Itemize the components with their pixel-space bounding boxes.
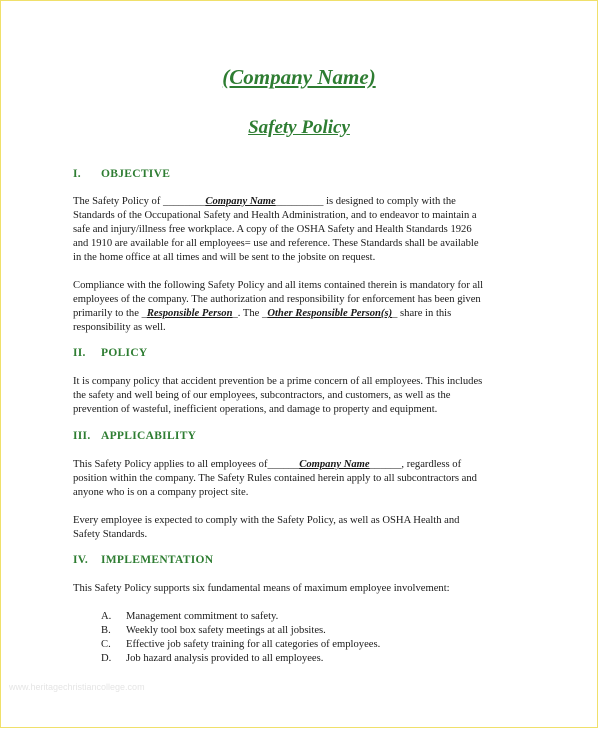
section-title: IMPLEMENTATION (101, 554, 214, 566)
list-letter: D. (101, 653, 112, 664)
text-line: It is company policy that accident prevention be a prime concern of all employees. This includes (73, 376, 483, 387)
text-fragment: share in this (397, 308, 452, 319)
text-line (73, 458, 533, 472)
blank-line: _ (141, 308, 147, 319)
section-heading-implementation (73, 554, 213, 566)
policy-paragraph (73, 375, 533, 417)
document-title: (Company Name) (222, 65, 376, 89)
text-line: Every employee is expected to comply with the Safety Policy, as well as OSHA Health and (73, 515, 460, 526)
list-text: Job hazard analysis provided to all employees. (126, 653, 324, 664)
list-letter: C. (101, 639, 111, 650)
text-fragment: . The (237, 308, 263, 319)
text-line: and 1910 are available for all employees= use and reference. These Standards shall be available (73, 238, 479, 249)
implementation-list (101, 610, 380, 666)
fill-in-company-name: Company Name (299, 459, 370, 470)
section-heading-objective (73, 168, 170, 180)
text-fragment: is designed to comply with the (323, 196, 456, 207)
document-subtitle: Safety Policy (248, 117, 350, 138)
list-item (101, 652, 380, 666)
blank-line: _ (392, 308, 398, 319)
list-text: Effective job safety training for all categories of employees. (126, 639, 381, 650)
blank-line: _ (262, 308, 268, 319)
section-title: APPLICABILITY (101, 430, 197, 442)
text-line: in the home office at all times and will be sent to the jobsite on request. (73, 252, 376, 263)
blank-line: ______ (369, 459, 402, 470)
fill-in-company-name: Company Name (205, 196, 276, 207)
list-letter: B. (101, 625, 111, 636)
text-line: anyone who is on a company project site. (73, 487, 249, 498)
text-line: Compliance with the following Safety Policy and all items contained therein is mandatory for all (73, 280, 484, 291)
text-line: position within the company. The Safety Rules contained herein apply to all subcontractors and (73, 473, 477, 484)
blank-line: _ (232, 308, 238, 319)
text-fragment: The Safety Policy of (73, 196, 164, 207)
blank-line: _________ (275, 196, 324, 207)
text-line: Standards of the Occupational Safety and Health Administration, and to endeavor to maintain a (73, 210, 477, 221)
section-heading-policy (73, 347, 148, 359)
watermark: www.heritagechristiancollege.com (9, 682, 145, 692)
blank-line: ________ (163, 196, 206, 207)
text-fragment: This Safety Policy applies to all employees of (73, 459, 268, 470)
text-fragment: primarily to the (73, 308, 142, 319)
applicability-paragraph-1 (73, 458, 533, 500)
list-letter: A. (101, 611, 112, 622)
section-number: II. (73, 347, 86, 359)
text-line: employees of the company. The authorization and responsibility for enforcement has been given (73, 294, 481, 305)
section-number: III. (73, 430, 91, 442)
list-text: Management commitment to safety. (126, 611, 279, 622)
objective-paragraph-1 (73, 195, 533, 265)
text-line: Safety Standards. (73, 529, 148, 540)
text-line (73, 307, 533, 321)
section-title: OBJECTIVE (101, 168, 171, 180)
objective-paragraph-2 (73, 279, 533, 335)
list-text: Weekly tool box safety meetings at all jobsites. (126, 625, 326, 636)
list-item (101, 624, 380, 638)
list-item (101, 610, 380, 624)
text-line (73, 195, 533, 209)
fill-in-other-responsible-persons: Other Responsible Person(s) (267, 308, 393, 319)
blank-line: ______ (267, 459, 300, 470)
list-item (101, 638, 380, 652)
section-heading-applicability (73, 430, 196, 442)
section-title: POLICY (101, 347, 148, 359)
fill-in-responsible-person: Responsible Person (146, 308, 233, 319)
text-line: prevention of wasteful, inefficient operations, and damage to property and equipment. (73, 404, 438, 415)
text-fragment: , regardless of (401, 459, 462, 470)
implementation-intro: This Safety Policy supports six fundamental means of maximum employee involvement: (73, 583, 450, 594)
section-number: I. (73, 168, 81, 180)
text-line: safe and injury/illness free workplace. A copy of the OSHA Safety and Health Standards 1926 (73, 224, 472, 235)
text-line: the safety and well being of our employees, subcontractors, and customers, as well as the (73, 390, 451, 401)
text-line: responsibility as well. (73, 322, 166, 333)
section-number: IV. (73, 554, 89, 566)
applicability-paragraph-2 (73, 514, 533, 542)
